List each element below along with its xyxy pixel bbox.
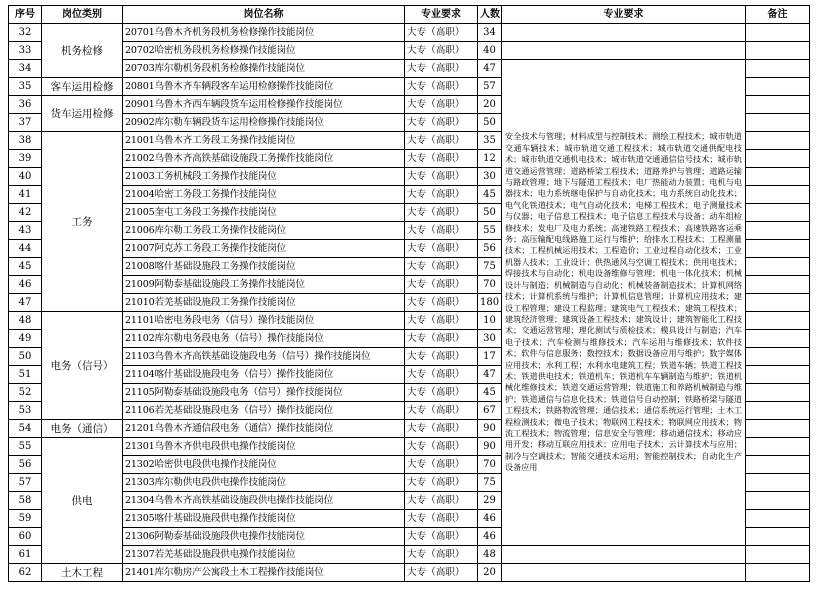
education-req: 大专（高职） xyxy=(405,60,478,78)
head-count: 30 xyxy=(478,330,502,348)
education-req: 大专（高职） xyxy=(405,168,478,186)
education-req: 大专（高职） xyxy=(405,546,478,564)
remark-cell xyxy=(746,222,810,240)
remark-cell xyxy=(746,42,810,60)
head-count: 70 xyxy=(478,276,502,294)
education-req: 大专（高职） xyxy=(405,438,478,456)
remark-cell xyxy=(746,546,810,564)
education-req: 大专（高职） xyxy=(405,510,478,528)
major-detail-text: 安全技术与管理；材料成型与控制技术；测绘工程技术；城市轨道交通车辆技术；城市轨道交通工程技术；城市轨道交通供配电技术；城市轨道交通机电技术；城市轨道交通通信信号技术；城市轨道交通运营管理；道路桥梁工程技术；道路养护与管理；道路运输与路政管理；地下与隧道工程技术；电厂热能动力装置；电机与电器技术；电力系统继电保护与自动化技术；电力系统自动化技术；电气化铁道技术；电气自动化技术；电梯工程技术；电子测量技术与仪器；电子信息工程技术；电子信息工程技术与设备；动车组检修技术；发电厂及电力系统；高速铁路工程技术；高速铁路客运乘务；高压输配电线路施工运行与维护；给排水工程技术；工程测量技术；工程机械运用技术；工程造价；工业过程自动化技术；工业机器人技术；工业设计；供热通风与空调工程技术；供用电技术；焊接技术与自动化；机电设备维修与管理；机电一体化技术；机械设计与制造；机械制造与自动化；机械装备制造技术；计算机网络技术；计算机系统与维护；计算机信息管理；计算机应用技术；建设工程管理；建设工程监理；建筑电气工程技术；建筑工程技术；建筑经济管理；建筑设备工程技术；建筑设计；建筑智能化工程技术；交通运营管理；理化测试与质检技术；模具设计与制造；汽车电子技术；汽车检测与维修技术；汽车运用与维修技术；软件技术；软件与信息服务；数控技术；数据设备应用与维护；数字媒体应用技术；水利工程；水利水电建筑工程；铁道车辆；铁道工程技术；铁道供电技术；铁道机车；铁道机车车辆制造与维护；铁道机械化维修技术；铁道交通运营管理；铁道施工和养路机械制造与维护；铁道通信与信息化技术；铁道信号自动控制；铁路桥梁与隧道工程技术；铁路物流管理；通信技术；通信系统运行管理；土木工程检测技术；微电子技术；物联网工程技术；物联网应用技术；物流工程技术；物流管理；信息安全与管理；移动通信技术；移动应用开发；移动互联应用技术；应用电子技术；云计算技术与应用；制冷与空调技术；智能交通技术运用；智能控制技术；自动化生产设备应用 xyxy=(502,60,746,546)
education-req: 大专（高职） xyxy=(405,78,478,96)
education-req: 大专（高职） xyxy=(405,276,478,294)
education-req: 大专（高职） xyxy=(405,258,478,276)
remark-cell xyxy=(746,240,810,258)
head-count: 90 xyxy=(478,420,502,438)
category-cell: 土木工程 xyxy=(42,564,123,582)
position-name: 21305喀什基础设施段供电操作技能岗位 xyxy=(123,510,405,528)
remark-cell xyxy=(746,78,810,96)
remark-cell xyxy=(746,258,810,276)
head-count: 35 xyxy=(478,132,502,150)
remark-cell xyxy=(746,150,810,168)
row-seq: 56 xyxy=(9,456,42,474)
header-row xyxy=(9,6,810,24)
head-count: 34 xyxy=(478,24,502,42)
education-req: 大专（高职） xyxy=(405,348,478,366)
row-seq: 38 xyxy=(9,132,42,150)
position-name: 21105阿勒泰基础设施段电务（信号）操作技能岗位 xyxy=(123,384,405,402)
header-category: 岗位类别 xyxy=(42,6,123,24)
header-major-req: 专业要求 xyxy=(405,6,478,24)
position-name: 21307若羌基础设施段供电操作技能岗位 xyxy=(123,546,405,564)
position-name: 21009阿勒泰基础设施段工务操作技能岗位 xyxy=(123,276,405,294)
remark-cell xyxy=(746,132,810,150)
category-cell: 工务 xyxy=(42,132,123,312)
remark-cell xyxy=(746,474,810,492)
position-name: 21303库尔勒供电段供电操作技能岗位 xyxy=(123,474,405,492)
head-count: 47 xyxy=(478,60,502,78)
position-name: 21002乌鲁木齐高铁基础设施段工务操作技能岗位 xyxy=(123,150,405,168)
position-name: 21104喀什基础设施段电务（信号）操作技能岗位 xyxy=(123,366,405,384)
head-count: 46 xyxy=(478,510,502,528)
head-count: 70 xyxy=(478,456,502,474)
education-req: 大专（高职） xyxy=(405,150,478,168)
education-req: 大专（高职） xyxy=(405,564,478,582)
row-seq: 53 xyxy=(9,402,42,420)
education-req: 大专（高职） xyxy=(405,366,478,384)
head-count: 40 xyxy=(478,42,502,60)
head-count: 75 xyxy=(478,258,502,276)
education-req: 大专（高职） xyxy=(405,204,478,222)
row-seq: 34 xyxy=(9,60,42,78)
remark-cell xyxy=(746,456,810,474)
head-count: 48 xyxy=(478,546,502,564)
remark-cell xyxy=(746,114,810,132)
head-count: 56 xyxy=(478,240,502,258)
row-seq: 35 xyxy=(9,78,42,96)
position-name: 21001乌鲁木齐工务段工务操作技能岗位 xyxy=(123,132,405,150)
remark-cell xyxy=(746,168,810,186)
row-seq: 42 xyxy=(9,204,42,222)
category-cell: 机务检修 xyxy=(42,24,123,78)
position-name: 21003工务机械段工务操作技能岗位 xyxy=(123,168,405,186)
head-count: 20 xyxy=(478,96,502,114)
major-detail-empty xyxy=(502,546,746,564)
education-req: 大专（高职） xyxy=(405,240,478,258)
row-seq: 33 xyxy=(9,42,42,60)
head-count: 46 xyxy=(478,528,502,546)
head-count: 50 xyxy=(478,114,502,132)
head-count: 57 xyxy=(478,78,502,96)
row-seq: 50 xyxy=(9,348,42,366)
position-name: 21302哈密供电段供电操作技能岗位 xyxy=(123,456,405,474)
remark-cell xyxy=(746,492,810,510)
head-count: 45 xyxy=(478,186,502,204)
remark-cell xyxy=(746,420,810,438)
position-name: 21101哈密电务段电务（信号）操作技能岗位 xyxy=(123,312,405,330)
header-major-detail: 专业要求 xyxy=(502,6,746,24)
remark-cell xyxy=(746,186,810,204)
row-seq: 48 xyxy=(9,312,42,330)
row-seq: 58 xyxy=(9,492,42,510)
head-count: 20 xyxy=(478,564,502,582)
position-name: 20801乌鲁木齐车辆段客车运用检修操作技能岗位 xyxy=(123,78,405,96)
row-seq: 47 xyxy=(9,294,42,312)
education-req: 大专（高职） xyxy=(405,294,478,312)
row-seq: 59 xyxy=(9,510,42,528)
category-cell: 货车运用检修 xyxy=(42,96,123,132)
recruitment-table xyxy=(8,5,810,582)
head-count: 12 xyxy=(478,150,502,168)
position-name: 20703库尔勒机务段机务检修操作技能岗位 xyxy=(123,60,405,78)
position-name: 21304乌鲁木齐高铁基础设施段供电操作技能岗位 xyxy=(123,492,405,510)
position-name: 21006库尔勒工务段工务操作技能岗位 xyxy=(123,222,405,240)
header-remark: 备注 xyxy=(746,6,810,24)
remark-cell xyxy=(746,312,810,330)
row-seq: 37 xyxy=(9,114,42,132)
education-req: 大专（高职） xyxy=(405,132,478,150)
table-row xyxy=(9,42,810,60)
category-cell: 供电 xyxy=(42,438,123,564)
remark-cell xyxy=(746,402,810,420)
major-detail-empty xyxy=(502,42,746,60)
remark-cell xyxy=(746,204,810,222)
head-count: 17 xyxy=(478,348,502,366)
position-name: 21010若羌基础设施段工务操作技能岗位 xyxy=(123,294,405,312)
remark-cell xyxy=(746,294,810,312)
row-seq: 32 xyxy=(9,24,42,42)
table-row xyxy=(9,60,810,78)
header-seq: 序号 xyxy=(9,6,42,24)
education-req: 大专（高职） xyxy=(405,402,478,420)
row-seq: 36 xyxy=(9,96,42,114)
education-req: 大专（高职） xyxy=(405,330,478,348)
head-count: 67 xyxy=(478,402,502,420)
position-name: 21007阿克苏工务段工务操作技能岗位 xyxy=(123,240,405,258)
table-row xyxy=(9,24,810,42)
table-row xyxy=(9,564,810,582)
header-count: 人数 xyxy=(478,6,502,24)
head-count: 50 xyxy=(478,204,502,222)
row-seq: 57 xyxy=(9,474,42,492)
row-seq: 52 xyxy=(9,384,42,402)
row-seq: 60 xyxy=(9,528,42,546)
major-detail-empty xyxy=(502,24,746,42)
row-seq: 44 xyxy=(9,240,42,258)
remark-cell xyxy=(746,96,810,114)
header-position: 岗位名称 xyxy=(123,6,405,24)
remark-cell xyxy=(746,348,810,366)
head-count: 30 xyxy=(478,168,502,186)
remark-cell xyxy=(746,276,810,294)
position-name: 21301乌鲁木齐供电段供电操作技能岗位 xyxy=(123,438,405,456)
education-req: 大专（高职） xyxy=(405,312,478,330)
position-name: 20901乌鲁木齐西车辆段货车运用检修操作技能岗位 xyxy=(123,96,405,114)
education-req: 大专（高职） xyxy=(405,384,478,402)
head-count: 45 xyxy=(478,384,502,402)
row-seq: 61 xyxy=(9,546,42,564)
head-count: 10 xyxy=(478,312,502,330)
head-count: 47 xyxy=(478,366,502,384)
remark-cell xyxy=(746,330,810,348)
remark-cell xyxy=(746,366,810,384)
education-req: 大专（高职） xyxy=(405,42,478,60)
position-name: 20702哈密机务段机务检修操作技能岗位 xyxy=(123,42,405,60)
education-req: 大专（高职） xyxy=(405,420,478,438)
position-name: 21106若羌基础设施段电务（信号）操作技能岗位 xyxy=(123,402,405,420)
head-count: 180 xyxy=(478,294,502,312)
row-seq: 39 xyxy=(9,150,42,168)
remark-cell xyxy=(746,384,810,402)
position-name: 21306阿勒泰基础设施段供电操作技能岗位 xyxy=(123,528,405,546)
row-seq: 49 xyxy=(9,330,42,348)
education-req: 大专（高职） xyxy=(405,186,478,204)
position-name: 21008喀什基础设施段工务操作技能岗位 xyxy=(123,258,405,276)
education-req: 大专（高职） xyxy=(405,492,478,510)
education-req: 大专（高职） xyxy=(405,456,478,474)
remark-cell xyxy=(746,24,810,42)
education-req: 大专（高职） xyxy=(405,528,478,546)
row-seq: 51 xyxy=(9,366,42,384)
row-seq: 41 xyxy=(9,186,42,204)
remark-cell xyxy=(746,564,810,582)
row-seq: 40 xyxy=(9,168,42,186)
row-seq: 45 xyxy=(9,258,42,276)
head-count: 55 xyxy=(478,222,502,240)
education-req: 大专（高职） xyxy=(405,96,478,114)
category-cell: 客车运用检修 xyxy=(42,78,123,96)
remark-cell xyxy=(746,528,810,546)
education-req: 大专（高职） xyxy=(405,24,478,42)
row-seq: 55 xyxy=(9,438,42,456)
education-req: 大专（高职） xyxy=(405,222,478,240)
position-name: 20701乌鲁木齐机务段机务检修操作技能岗位 xyxy=(123,24,405,42)
category-cell: 电务（通信） xyxy=(42,420,123,438)
education-req: 大专（高职） xyxy=(405,474,478,492)
row-seq: 62 xyxy=(9,564,42,582)
row-seq: 54 xyxy=(9,420,42,438)
table-row xyxy=(9,546,810,564)
major-detail-empty xyxy=(502,564,746,582)
position-name: 21103乌鲁木齐高铁基础设施段电务（信号）操作技能岗位 xyxy=(123,348,405,366)
position-name: 20902库尔勒车辆段货车运用检修操作技能岗位 xyxy=(123,114,405,132)
remark-cell xyxy=(746,510,810,528)
position-name: 21004哈密工务段工务操作技能岗位 xyxy=(123,186,405,204)
education-req: 大专（高职） xyxy=(405,114,478,132)
remark-cell xyxy=(746,60,810,78)
head-count: 90 xyxy=(478,438,502,456)
position-name: 21005奎屯工务段工务操作技能岗位 xyxy=(123,204,405,222)
position-name: 21102库尔勒电务段电务（信号）操作技能岗位 xyxy=(123,330,405,348)
row-seq: 43 xyxy=(9,222,42,240)
remark-cell xyxy=(746,438,810,456)
position-name: 21401库尔勒房产公寓段土木工程操作技能岗位 xyxy=(123,564,405,582)
head-count: 29 xyxy=(478,492,502,510)
position-name: 21201乌鲁木齐通信段电务（通信）操作技能岗位 xyxy=(123,420,405,438)
head-count: 75 xyxy=(478,474,502,492)
category-cell: 电务（信号） xyxy=(42,312,123,420)
row-seq: 46 xyxy=(9,276,42,294)
